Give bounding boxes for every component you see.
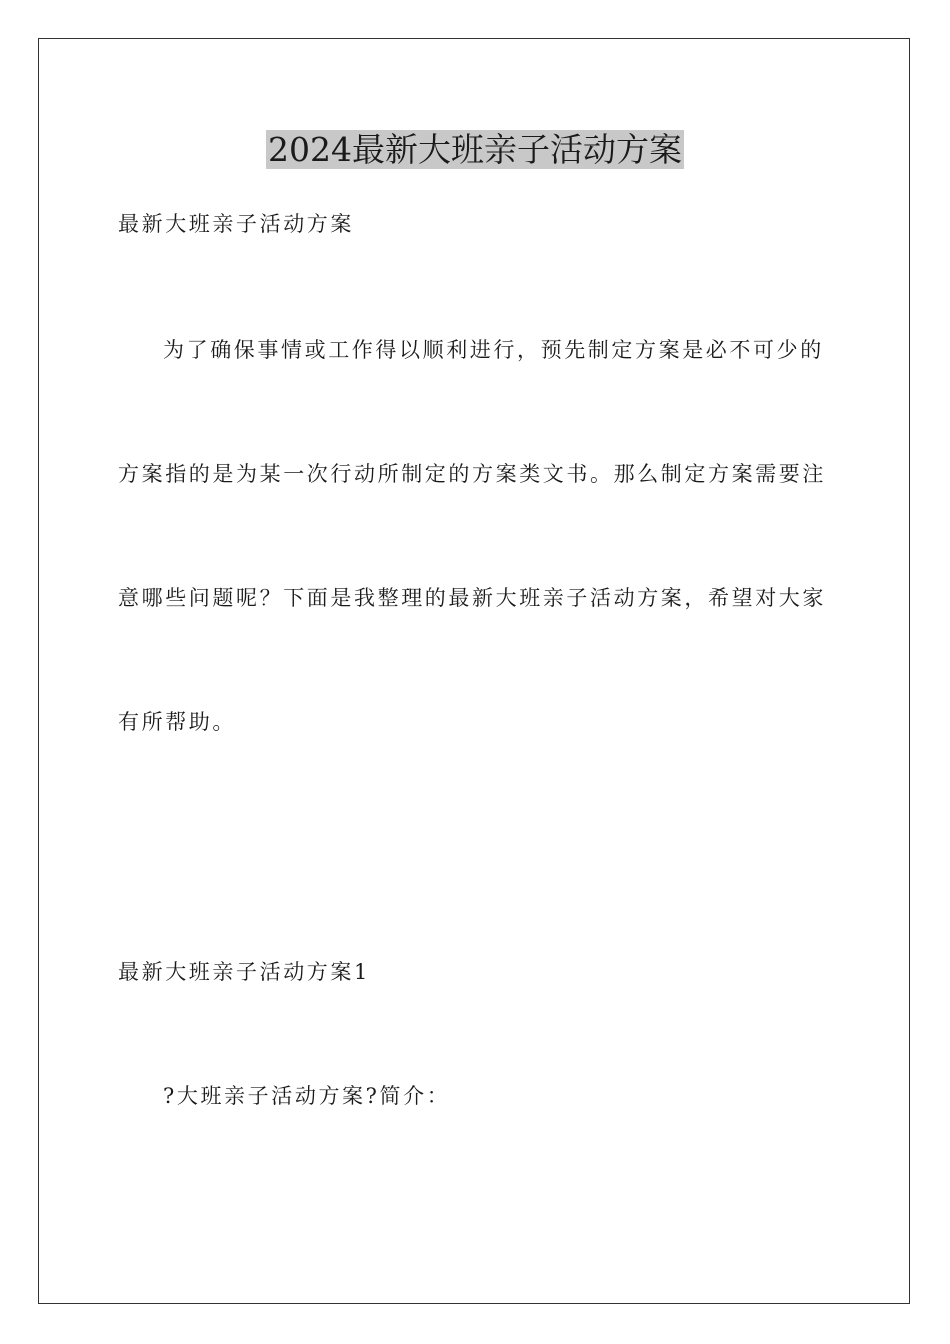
intro-line-3: 意哪些问题呢？下面是我整理的最新大班亲子活动方案，希望对大家: [118, 586, 826, 610]
intro-line-1: 为了确保事情或工作得以顺利进行，预先制定方案是必不可少的: [163, 338, 824, 362]
document-title: [0, 128, 950, 172]
intro-line-4: 有所帮助。: [118, 710, 236, 734]
document-title-text: 2024最新大班亲子活动方案: [268, 130, 682, 169]
section-heading: 最新大班亲子活动方案1: [118, 960, 370, 984]
document-subtitle: 最新大班亲子活动方案: [118, 212, 354, 236]
intro-line-2: 方案指的是为某一次行动所制定的方案类文书。那么制定方案需要注: [118, 462, 826, 486]
intro-label: ?大班亲子活动方案?简介：: [163, 1084, 451, 1108]
